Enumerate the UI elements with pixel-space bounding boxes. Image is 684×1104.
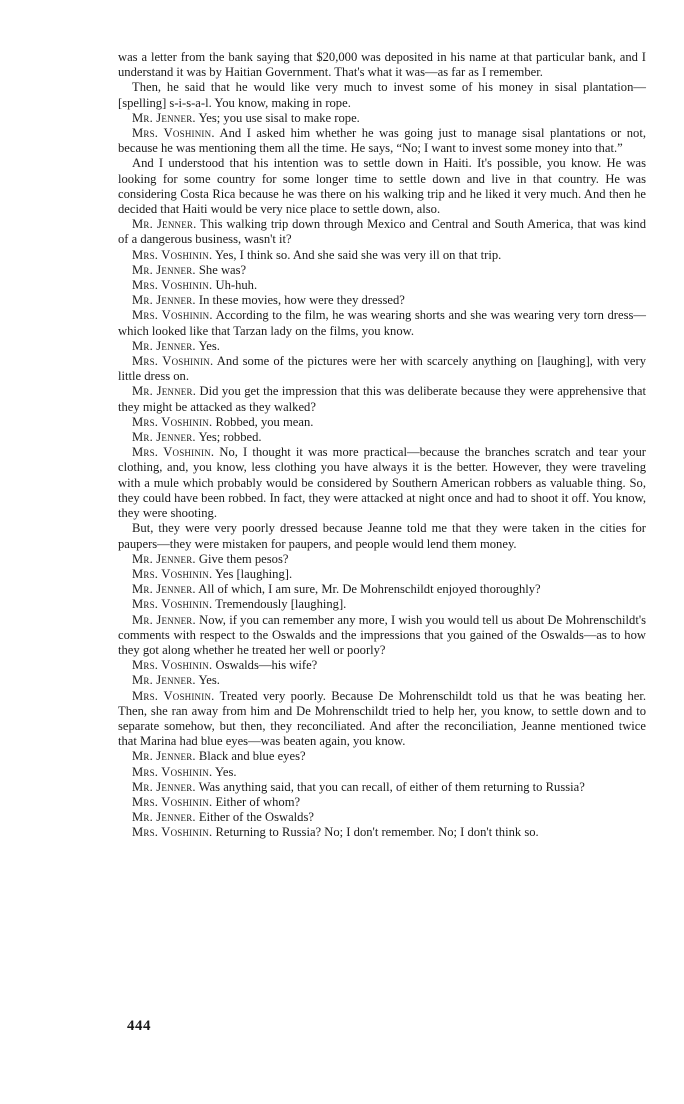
transcript-page bbox=[118, 50, 646, 841]
transcript-paragraph bbox=[118, 217, 646, 247]
paragraph-text: She was? bbox=[198, 262, 247, 277]
paragraph-text: All of which, I am sure, Mr. De Mohrenschildt enjoyed thoroughly? bbox=[198, 582, 541, 597]
paragraph-text: Yes; you use sisal to make rope. bbox=[198, 110, 360, 125]
speaker-label: Mrs. Voshinin. bbox=[132, 308, 213, 323]
transcript-paragraph bbox=[118, 445, 646, 521]
paragraph-text: And some of the pictures were her with scarcely anything on [laughing], with very little dress on. bbox=[118, 354, 646, 384]
transcript-paragraph bbox=[118, 248, 646, 263]
transcript-paragraph bbox=[118, 430, 646, 445]
paragraph-text: Uh-huh. bbox=[215, 278, 258, 293]
transcript-paragraph bbox=[118, 658, 646, 673]
transcript-paragraph bbox=[118, 308, 646, 338]
transcript-paragraph bbox=[118, 765, 646, 780]
speaker-label: Mr. Jenner. bbox=[132, 217, 197, 232]
paragraph-text: Tremendously [laughing]. bbox=[215, 597, 347, 612]
transcript-paragraph bbox=[118, 339, 646, 354]
speaker-label: Mr. Jenner. bbox=[132, 551, 196, 566]
paragraph-text: And I understood that his intention was to settle down in Haiti. It's possible, you know. He was looking for some country for some longer time to settle down and live in that country. He was considering Costa Rica because he was there on his walking trip and he liked it very much. And then he decided that Haiti would be very nice place to settle down, also. bbox=[118, 156, 646, 217]
paragraph-text: Yes; robbed. bbox=[198, 430, 262, 445]
paragraph-text: Did you get the impression that this was deliberate because they were apprehensive that they might be attacked as they walked? bbox=[118, 384, 646, 414]
speaker-label: Mrs. Voshinin. bbox=[132, 126, 215, 141]
paragraph-text: Either of the Oswalds? bbox=[198, 810, 314, 825]
speaker-label: Mr. Jenner. bbox=[132, 673, 196, 688]
paragraph-text: was a letter from the bank saying that $20,000 was deposited in his name at that particular bank, and I understand it was by Haitian Government. That's what it was—as far as I remember. bbox=[118, 50, 646, 80]
speaker-label: Mrs. Voshinin. bbox=[132, 794, 213, 809]
transcript-paragraph bbox=[118, 80, 646, 110]
transcript-paragraph bbox=[118, 50, 646, 80]
paragraph-text: This walking trip down through Mexico and Central and South America, that was kind of a dangerous business, wasn't it? bbox=[118, 217, 647, 247]
speaker-label: Mr. Jenner. bbox=[132, 262, 196, 277]
speaker-label: Mr. Jenner. bbox=[132, 612, 196, 627]
speaker-label: Mrs. Voshinin. bbox=[132, 658, 213, 673]
paragraph-text: Give them pesos? bbox=[198, 551, 289, 566]
speaker-label: Mr. Jenner. bbox=[132, 110, 196, 125]
speaker-label: Mrs. Voshinin. bbox=[132, 278, 213, 293]
transcript-paragraph bbox=[118, 111, 646, 126]
paragraph-text: Black and blue eyes? bbox=[198, 749, 306, 764]
transcript-paragraph bbox=[118, 810, 646, 825]
transcript-paragraph bbox=[118, 415, 646, 430]
speaker-label: Mrs. Voshinin. bbox=[132, 764, 213, 779]
speaker-label: Mrs. Voshinin. bbox=[132, 445, 215, 460]
paragraph-text: Now, if you can remember any more, I wish you would tell us about De Mohrenschildt's comments with respect to the Oswalds and the impressions that you gained of the Oswalds—as to how they got along whether he treated her well or poorly? bbox=[118, 612, 646, 657]
paragraph-text: Yes [laughing]. bbox=[215, 566, 293, 581]
speaker-label: Mr. Jenner. bbox=[132, 779, 196, 794]
transcript-paragraph bbox=[118, 567, 646, 582]
paragraph-text: Either of whom? bbox=[215, 794, 301, 809]
transcript-paragraph bbox=[118, 795, 646, 810]
paragraph-text: And I asked him whether he was going just to manage sisal plantations or not, because he was mentioning them all the time. He says, “No; I want to invest some money into that.” bbox=[118, 126, 646, 156]
speaker-label: Mr. Jenner. bbox=[132, 384, 197, 399]
speaker-label: Mrs. Voshinin. bbox=[132, 414, 213, 429]
paragraph-text: According to the film, he was wearing shorts and she was wearing very torn dress—which looked like that Tarzan lady on the films, you know. bbox=[118, 308, 646, 338]
transcript-paragraph bbox=[118, 689, 646, 750]
paragraph-text: No, I thought it was more practical—because the branches scratch and tear your clothing, and, you know, less clothing you have always it is the better. However, they were traveling with a mule which probably would be considered by Southern American robbers as valuable thing. So, they could have been robbed. In fact, they were attacked at night once and had to shoot it off. You know, they were shooting. bbox=[118, 445, 646, 521]
paragraph-text: Returning to Russia? No; I don't remember. No; I don't think so. bbox=[215, 825, 539, 840]
paragraph-text: Yes. bbox=[198, 338, 220, 353]
page-number: 444 bbox=[127, 1018, 151, 1034]
transcript-paragraph bbox=[118, 384, 646, 414]
transcript-paragraph bbox=[118, 156, 646, 217]
speaker-label: Mrs. Voshinin. bbox=[132, 566, 213, 581]
paragraph-text: But, they were very poorly dressed because Jeanne told me that they were taken in the cities for paupers—they were mistaken for paupers, and people would lend them money. bbox=[118, 521, 646, 551]
speaker-label: Mr. Jenner. bbox=[132, 430, 196, 445]
transcript-paragraph bbox=[118, 126, 646, 156]
paragraph-text: Then, he said that he would like very much to invest some of his money in sisal plantation—[spelling] s-i-s-a-l. You know, making in rope. bbox=[118, 80, 646, 110]
transcript-paragraph bbox=[118, 354, 646, 384]
speaker-label: Mr. Jenner. bbox=[132, 582, 196, 597]
transcript-paragraph bbox=[118, 552, 646, 567]
transcript-paragraph bbox=[118, 749, 646, 764]
transcript-paragraph bbox=[118, 278, 646, 293]
speaker-label: Mr. Jenner. bbox=[132, 810, 196, 825]
paragraph-text: Yes, I think so. And she said she was very ill on that trip. bbox=[215, 247, 502, 262]
speaker-label: Mr. Jenner. bbox=[132, 749, 196, 764]
speaker-label: Mrs. Voshinin. bbox=[132, 247, 213, 262]
paragraph-text: Robbed, you mean. bbox=[215, 414, 314, 429]
transcript-paragraph bbox=[118, 613, 646, 659]
speaker-label: Mrs. Voshinin. bbox=[132, 597, 213, 612]
speaker-label: Mrs. Voshinin. bbox=[132, 354, 214, 369]
transcript-paragraph bbox=[118, 582, 646, 597]
transcript-paragraph bbox=[118, 263, 646, 278]
transcript-paragraph bbox=[118, 521, 646, 551]
transcript-paragraph bbox=[118, 673, 646, 688]
paragraph-text: Treated very poorly. Because De Mohrenschildt told us that he was beating her. Then, she ran away from him and De Mohrenschildt tried to help her, you know, to settle down and to separate somehow, but then, they reconciliated. And after the reconciliation, Jeanne mentioned twice that Marina had blue eyes—was beaten again, you know. bbox=[118, 688, 646, 749]
transcript-paragraph bbox=[118, 780, 646, 795]
paragraph-text: Was anything said, that you can recall, of either of them returning to Russia? bbox=[198, 779, 585, 794]
speaker-label: Mrs. Voshinin. bbox=[132, 688, 215, 703]
paragraph-text: Yes. bbox=[198, 673, 220, 688]
transcript-paragraph bbox=[118, 597, 646, 612]
paragraph-text: Oswalds—his wife? bbox=[215, 658, 318, 673]
paragraph-text: Yes. bbox=[215, 764, 237, 779]
transcript-paragraph bbox=[118, 293, 646, 308]
speaker-label: Mr. Jenner. bbox=[132, 293, 196, 308]
speaker-label: Mrs. Voshinin. bbox=[132, 825, 213, 840]
paragraph-text: In these movies, how were they dressed? bbox=[198, 293, 405, 308]
speaker-label: Mr. Jenner. bbox=[132, 338, 196, 353]
transcript-paragraph bbox=[118, 825, 646, 840]
